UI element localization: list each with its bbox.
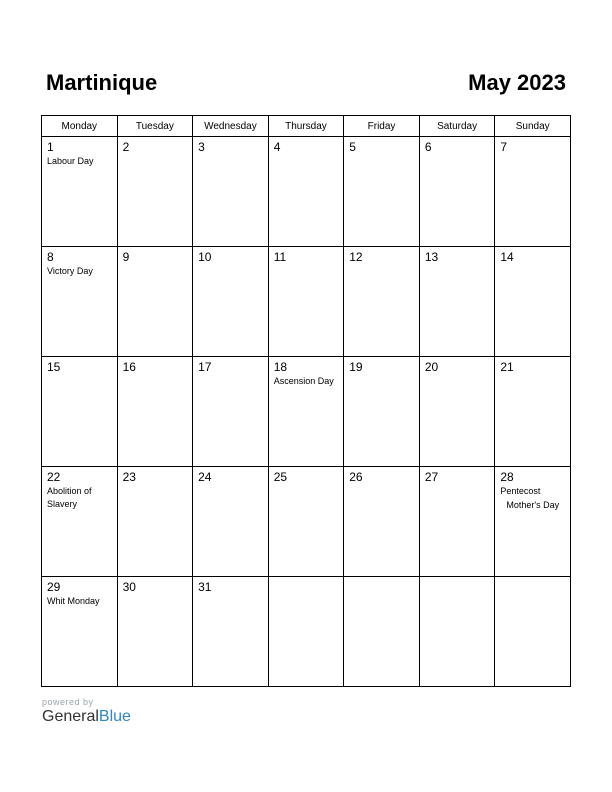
- day-number: 3: [198, 140, 205, 154]
- holiday-label: Mother's Day: [506, 500, 560, 510]
- country-title: Martinique: [46, 70, 158, 95]
- day-number: 17: [198, 360, 212, 374]
- day-cell: [344, 247, 420, 357]
- day-number: 25: [273, 470, 288, 484]
- day-cell: [419, 137, 495, 247]
- calendar-header: [46, 70, 566, 100]
- day-cell-content: [193, 357, 268, 466]
- day-cell-content: [42, 137, 117, 246]
- day-number: 16: [122, 360, 136, 374]
- day-number: 5: [349, 140, 356, 154]
- day-cell: [42, 467, 118, 577]
- day-cell: [419, 577, 495, 687]
- day-cell: [117, 357, 193, 467]
- day-number: 20: [424, 360, 439, 374]
- footer: [42, 697, 131, 726]
- day-cell-content: [344, 357, 419, 466]
- day-number: 8: [47, 250, 54, 264]
- powered-by-text: powered by: [42, 697, 94, 707]
- day-cell: [419, 357, 495, 467]
- day-cell-content: [495, 577, 570, 686]
- week-row: [42, 577, 571, 687]
- day-number: 4: [273, 140, 281, 154]
- day-cell-content: [42, 247, 117, 356]
- day-cell-content: [269, 137, 344, 246]
- day-cell-content: [495, 467, 570, 576]
- day-cell-content: [420, 577, 495, 686]
- day-cell-content: [118, 247, 193, 356]
- day-cell-content: [344, 577, 419, 686]
- day-number: 12: [349, 250, 363, 264]
- day-number: 9: [122, 250, 130, 264]
- day-cell: [193, 247, 269, 357]
- holiday-label: Ascension Day: [273, 376, 334, 386]
- day-number: 26: [349, 470, 363, 484]
- day-number: 24: [198, 470, 212, 484]
- day-cell: [42, 247, 118, 357]
- day-number: 1: [47, 140, 54, 154]
- day-cell-content: [42, 467, 117, 576]
- day-cell: [419, 247, 495, 357]
- day-cell-content: [269, 357, 344, 466]
- day-number: 10: [198, 250, 212, 264]
- day-number: 22: [47, 470, 61, 484]
- day-cell: [193, 137, 269, 247]
- day-cell-content: [269, 467, 344, 576]
- day-cell-content: [118, 577, 193, 686]
- day-cell-content: [420, 357, 495, 466]
- day-cell: [268, 357, 344, 467]
- day-number: 11: [273, 250, 287, 264]
- holiday-label: Abolition of Slavery: [47, 486, 92, 509]
- week-row: [42, 137, 571, 247]
- day-cell-content: [344, 247, 419, 356]
- day-number: 21: [500, 360, 514, 374]
- day-cell: [42, 577, 118, 687]
- day-cell: [495, 467, 571, 577]
- day-cell-content: [193, 467, 268, 576]
- day-cell: [268, 247, 344, 357]
- day-cell: [495, 247, 571, 357]
- day-cell-content: [344, 137, 419, 246]
- day-cell-content: [269, 577, 344, 686]
- week-row: [42, 467, 571, 577]
- brand-blue: Blue: [98, 708, 131, 725]
- holiday-label: Whit Monday: [47, 596, 100, 606]
- day-cell: [495, 137, 571, 247]
- day-cell: [42, 137, 118, 247]
- day-cell: [344, 577, 420, 687]
- day-cell: [344, 357, 420, 467]
- day-number: 7: [500, 140, 508, 154]
- day-cell-content: [344, 467, 419, 576]
- day-number: 23: [122, 470, 136, 484]
- day-cell-content: [420, 247, 495, 356]
- day-cell-content: [42, 357, 117, 466]
- day-cell: [495, 357, 571, 467]
- day-cell: [193, 467, 269, 577]
- day-cell: [117, 577, 193, 687]
- weekday-wednesday: Wednesday: [193, 116, 269, 137]
- day-cell: [268, 577, 344, 687]
- day-number: 6: [424, 140, 432, 154]
- weekday-friday: Friday: [344, 116, 420, 137]
- day-cell-content: [118, 357, 193, 466]
- day-cell: [42, 357, 118, 467]
- day-cell-content: [118, 467, 193, 576]
- weekday-thursday: Thursday: [268, 116, 344, 137]
- day-cell-content: [42, 577, 117, 686]
- day-cell-content: [495, 247, 570, 356]
- holiday-label: Victory Day: [47, 266, 93, 276]
- day-cell-content: [118, 137, 193, 246]
- day-number: 31: [198, 580, 212, 594]
- weekday-sunday: Sunday: [495, 116, 571, 137]
- day-cell: [193, 577, 269, 687]
- day-cell-content: [193, 137, 268, 246]
- brand-logo: [42, 708, 131, 726]
- day-number: 28: [500, 470, 514, 484]
- day-cell-content: [193, 247, 268, 356]
- day-cell-content: [495, 137, 570, 246]
- calendar-grid: [41, 115, 571, 687]
- day-cell: [193, 357, 269, 467]
- day-cell-content: [495, 357, 570, 466]
- holiday-label: Labour Day: [47, 156, 94, 166]
- day-number: 15: [47, 360, 61, 374]
- day-cell: [268, 137, 344, 247]
- weekday-monday: Monday: [42, 116, 118, 137]
- weekday-header-row: [42, 116, 571, 137]
- weekday-tuesday: Tuesday: [117, 116, 193, 137]
- day-cell: [117, 247, 193, 357]
- day-number: 13: [424, 250, 439, 264]
- day-cell: [495, 577, 571, 687]
- day-cell-content: [420, 467, 495, 576]
- week-row: [42, 357, 571, 467]
- calendar-body: [42, 137, 571, 687]
- day-number: 19: [349, 360, 363, 374]
- day-number: 30: [122, 580, 136, 594]
- day-number: 27: [424, 470, 439, 484]
- day-number: 18: [273, 360, 288, 374]
- day-cell: [117, 137, 193, 247]
- brand-general: General: [42, 708, 99, 725]
- weekday-saturday: Saturday: [419, 116, 495, 137]
- day-cell-content: [420, 137, 495, 246]
- day-number: 29: [47, 580, 61, 594]
- day-cell: [117, 467, 193, 577]
- holiday-label: Pentecost: [500, 486, 541, 496]
- week-row: [42, 247, 571, 357]
- day-cell-content: [269, 247, 344, 356]
- day-number: 2: [122, 140, 130, 154]
- day-cell: [344, 467, 420, 577]
- day-cell-content: [193, 577, 268, 686]
- day-number: 14: [500, 250, 514, 264]
- day-cell: [419, 467, 495, 577]
- day-cell: [268, 467, 344, 577]
- day-cell: [344, 137, 420, 247]
- month-year-title: May 2023: [468, 70, 566, 95]
